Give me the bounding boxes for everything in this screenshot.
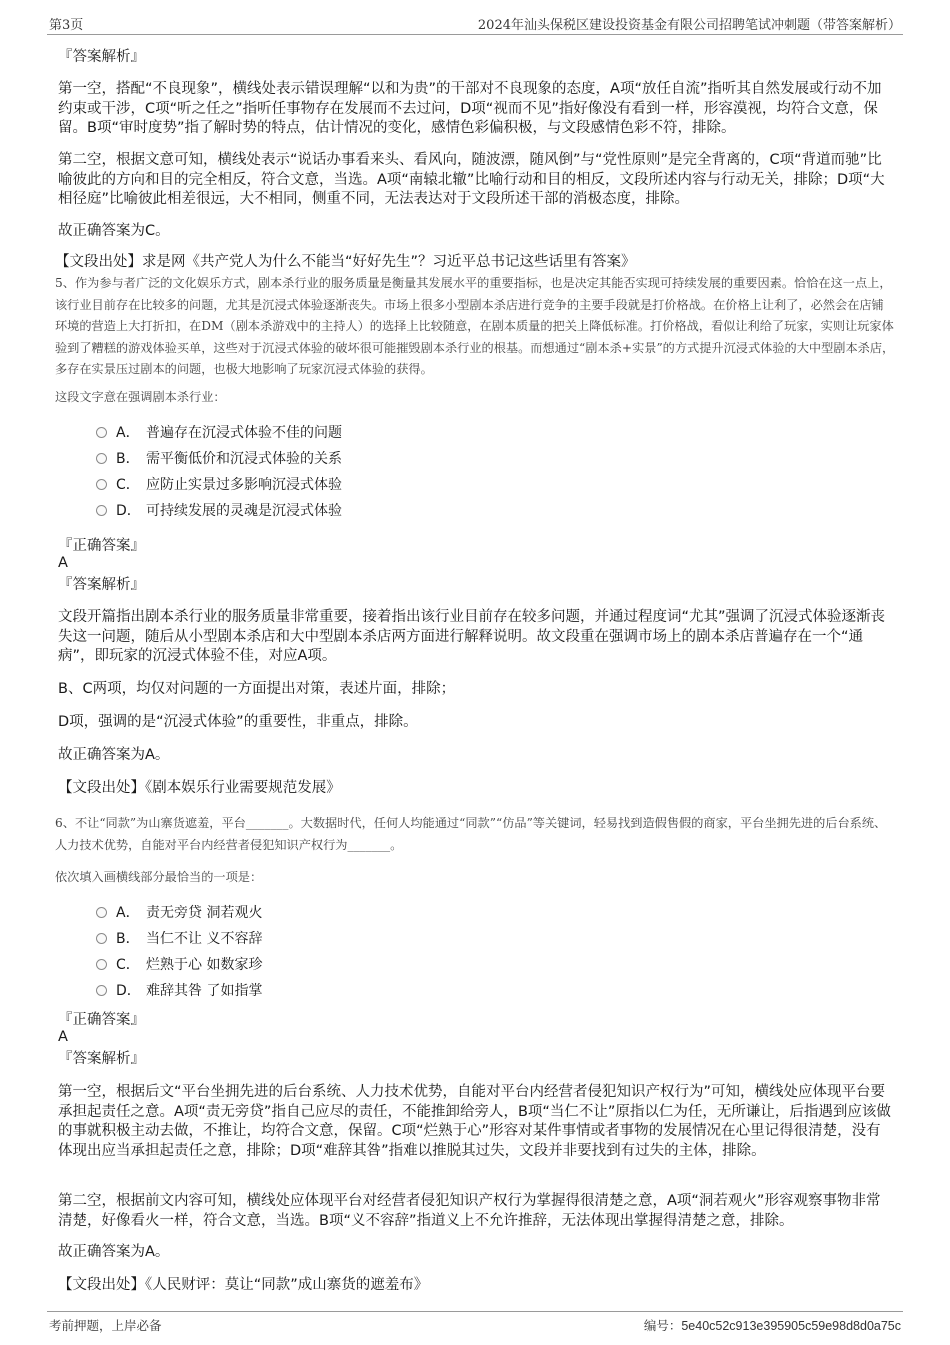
answer-analysis-label: 『答案解析』 [58, 1051, 145, 1067]
footer-slogan: 考前押题，上岸必备 [49, 1318, 162, 1333]
source-citation: 【文段出处】《剧本娱乐行业需要规范发展》 [58, 780, 341, 796]
option-text: 需平衡低价和沉浸式体验的关系 [146, 451, 342, 467]
option-text: 责无旁贷 洞若观火 [146, 905, 263, 921]
radio-button[interactable] [96, 427, 107, 438]
option-key: C． [116, 957, 140, 973]
document-code [644, 1316, 901, 1334]
analysis-paragraph: 第二空，根据前文内容可知，横线处应体现平台对经营者侵犯知识产权行为掌握得很清楚之意，A项“洞若观火”形容观察事物非常清楚，好像看火一样，符合文意，当选。B项“义不容辞”指道义上不允许推辞，无法体现出掌握得清楚之意，排除。 [58, 1193, 881, 1229]
document-title: 2024年汕头保税区建设投资基金有限公司招聘笔试冲刺题（带答案解析） [477, 18, 901, 33]
option-b[interactable] [96, 450, 342, 469]
option-key: B． [116, 451, 140, 467]
correct-answer: A [58, 555, 68, 571]
correct-answer-label: 『正确答案』 [58, 538, 145, 554]
option-key: A． [116, 905, 140, 921]
analysis-paragraph: 第一空，根据后文“平台坐拥先进的后台系统、人力技术优势，自能对平台内经营者侵犯知识产权行为”可知，横线处应体现平台要承担起责任之意。A项“责无旁贷”指自己应尽的责任，不能推卸给旁人，B项“当仁不让”原指以仁为任，无所谦让，后指遇到应该做的事就积极主动去做，不推让，均符合文意，保留。C项“烂熟于心”形容对某件事情或者事物的发展情况在心里记得很清楚，没有体现出应当承担起责任之意，排除；D项“难辞其咎”指难以推脱其过失，文段并非要找到有过失的主体，排除。 [58, 1084, 891, 1159]
page-number: 第3页 [49, 18, 84, 33]
answer-analysis-label: 『答案解析』 [58, 49, 145, 65]
radio-button[interactable] [96, 959, 107, 970]
radio-button[interactable] [96, 505, 107, 516]
radio-button[interactable] [96, 453, 107, 464]
option-text: 应防止实景过多影响沉浸式体验 [146, 477, 342, 493]
question-prompt: 这段文字意在强调剧本杀行业： [55, 390, 226, 404]
option-text: 烂熟于心 如数家珍 [146, 957, 263, 973]
radio-button[interactable] [96, 907, 107, 918]
option-a[interactable] [96, 424, 342, 443]
analysis-paragraph: 文段开篇指出剧本杀行业的服务质量非常重要，接着指出该行业目前存在较多问题，并通过程度词“尤其”强调了沉浸式体验逐渐丧失这一问题，随后从小型剧本杀店和大中型剧本杀店两方面进行解释说明。故文段重在强调市场上的剧本杀店普遍存在一个“通病”，即玩家的沉浸式体验不佳，对应A项。 [58, 609, 886, 664]
option-key: A． [116, 425, 140, 441]
answer-conclusion: 故正确答案为C。 [58, 223, 170, 239]
radio-button[interactable] [96, 479, 107, 490]
code-label: 编号： [643, 1318, 682, 1333]
correct-answer: A [58, 1029, 68, 1045]
question-prompt: 依次填入画横线部分最恰当的一项是： [55, 870, 263, 884]
option-c[interactable] [96, 956, 262, 975]
analysis-paragraph: 第一空，搭配“不良现象”，横线处表示错误理解“以和为贵”的干部对不良现象的态度，A项“放任自流”指听其自然发展或行动不加约束或干涉，C项“听之任之”指听任事物存在发展而不去过问，D项“视而不见”指好像没有看到一样，形容漠视，均符合文意，保留。B项“审时度势”指了解时势的特点，估计情况的变化，感情色彩偏积极，与文段感情色彩不符，排除。 [58, 81, 882, 136]
option-c[interactable] [96, 476, 342, 495]
page-footer [47, 1311, 903, 1334]
option-key: C． [116, 477, 140, 493]
correct-answer-label: 『正确答案』 [58, 1012, 145, 1028]
code-value: 5e40c52c913e395905c59e98d8d0a75c [681, 1319, 901, 1333]
option-a[interactable] [96, 904, 262, 923]
question-text: 5、作为参与者广泛的文化娱乐方式，剧本杀行业的服务质量是衡量其发展水平的重要指标，也是决定其能否实现可持续发展的重要因素。恰恰在这一点上，该行业目前存在比较多的问题，尤其是沉浸式体验逐渐丧失。市场上很多小型剧本杀店进行竞争的主要手段就是打价格战。在价格上让利了，必然会在店铺环境的营造上大打折扣，在DM（剧本杀游戏中的主持人）的选择上比较随意，在剧本质量的把关上降低标准。打价格战，看似让利给了玩家，实则让玩家体验到了糟糕的游戏体验买单，这些对于沉浸式体验的破坏很可能摧毁剧本杀行业的根基。而想通过“剧本杀+实景”的方式提升沉浸式体验的大中型剧本杀店，多存在实景压过剧本的问题，也极大地影响了玩家沉浸式体验的获得。 [55, 276, 895, 376]
option-key: B． [116, 931, 140, 947]
option-b[interactable] [96, 930, 262, 949]
question-text: 6、不让“同款”为山寨货遮羞，平台_______。大数据时代，任何人均能通过“同款”“仿品”等关键词，轻易找到造假售假的商家，平台坐拥先进的后台系统、人力技术优势，自能对平台内经营者侵犯知识产权行为_______。 [55, 816, 887, 852]
option-text: 当仁不让 义不容辞 [146, 931, 263, 947]
option-text: 普遍存在沉浸式体验不佳的问题 [146, 425, 342, 441]
answer-analysis-label: 『答案解析』 [58, 577, 145, 593]
analysis-paragraph: B、C两项，均仅对问题的一方面提出对策，表述片面，排除； [58, 681, 456, 697]
analysis-paragraph: D项，强调的是“沉浸式体验”的重要性，非重点，排除。 [58, 714, 418, 730]
page-header [47, 12, 903, 35]
source-citation: 【文段出处】《人民财评：莫让“同款”成山寨货的遮羞布》 [58, 1277, 429, 1293]
option-d[interactable] [96, 502, 342, 521]
option-key: D． [116, 503, 141, 519]
option-d[interactable] [96, 982, 262, 1001]
answer-conclusion: 故正确答案为A。 [58, 747, 170, 763]
option-text: 难辞其咎 了如指掌 [146, 983, 263, 999]
radio-button[interactable] [96, 985, 107, 996]
option-text: 可持续发展的灵魂是沉浸式体验 [146, 503, 342, 519]
option-key: D． [116, 983, 141, 999]
answer-conclusion: 故正确答案为A。 [58, 1244, 170, 1260]
analysis-paragraph: 第二空，根据文意可知，横线处表示“说话办事看来头、看风向，随波漂，随风倒”与“党性原则”是完全背离的，C项“背道而驰”比喻彼此的方向和目的完全相反，符合文意，当选。A项“南辕北辙”比喻行动和目的相反，文段所述内容与行动无关，排除；D项“大相径庭”比喻彼此相差很远，大不相同，侧重不同，无法表达对于文段所述干部的消极态度，排除。 [58, 152, 885, 207]
source-citation: 【文段出处】求是网《共产党人为什么不能当“好好先生”？习近平总书记这些话里有答案》 [55, 254, 636, 270]
radio-button[interactable] [96, 933, 107, 944]
